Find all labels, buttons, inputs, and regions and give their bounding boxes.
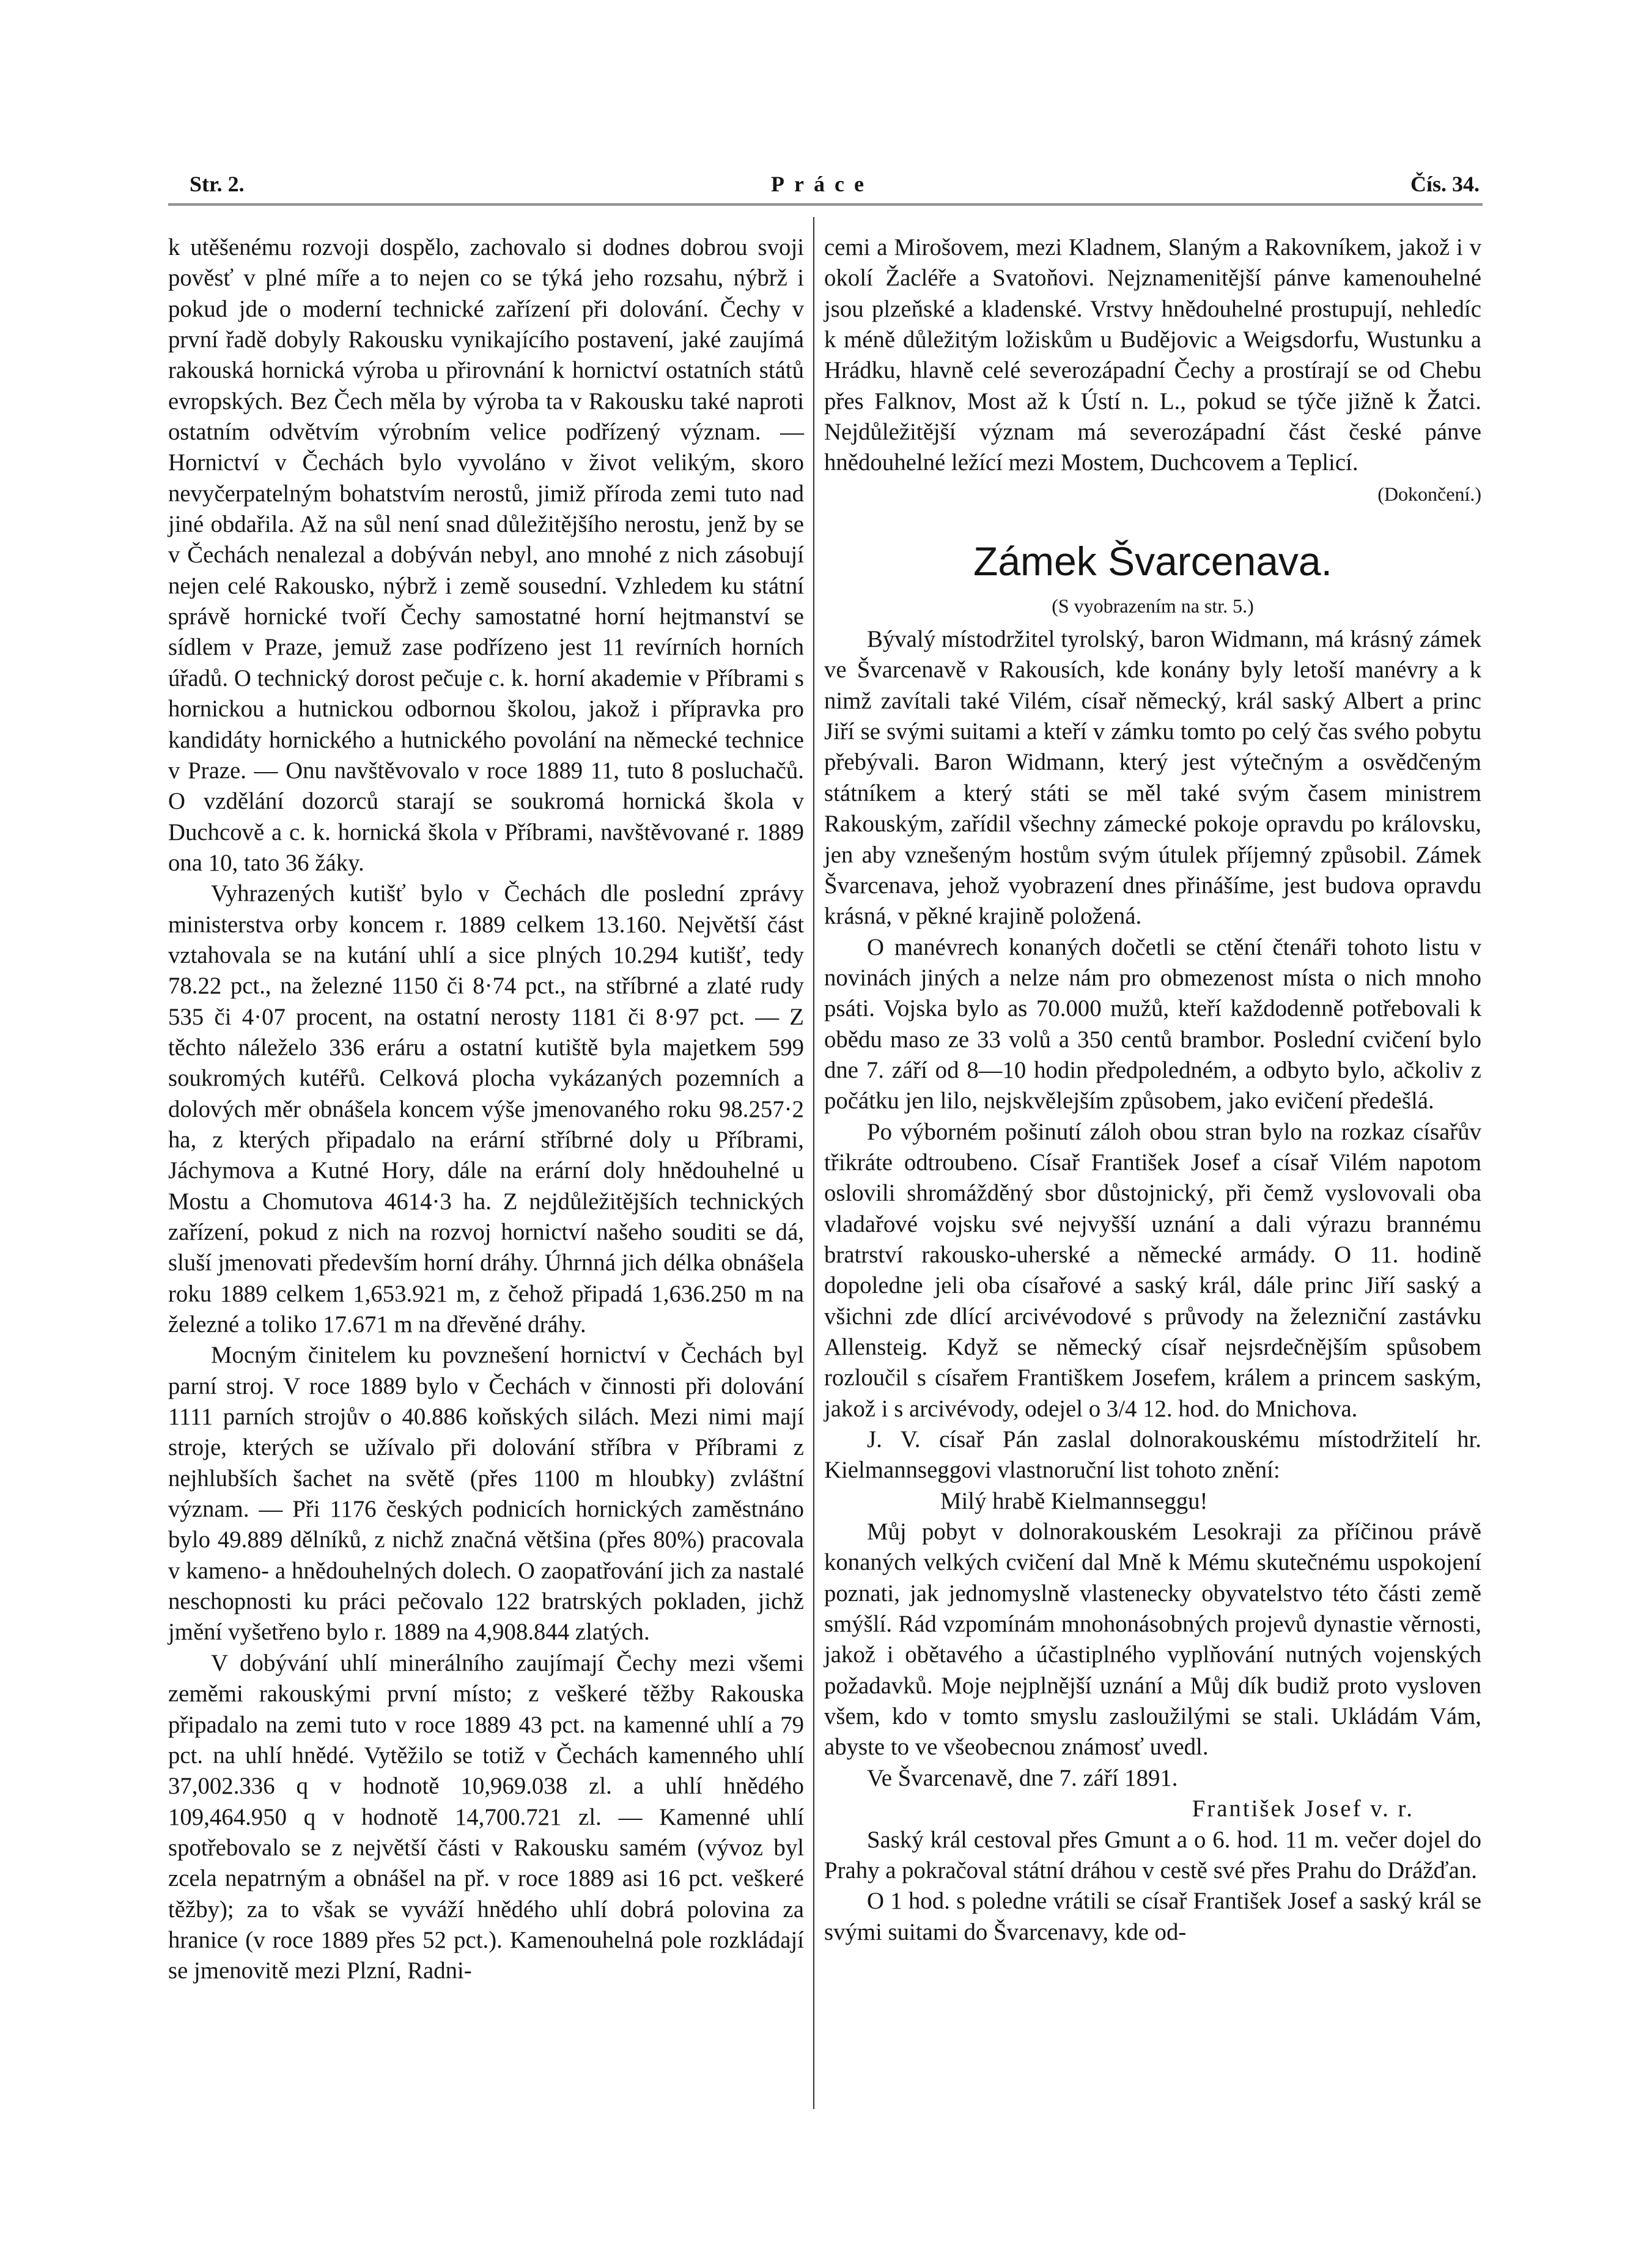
paragraph: Vyhrazených kutišť bylo v Čechách dle poslední zprávy ministerstva orby koncem r. 1889 celkem 13.160. Největší část vztahovala se na kutání uhlí a sice plných 10.294 kutišť, tedy 78.22 pct., na železné 1150 či 8·74 pct., na stříbrné a zlaté rudy 535 či 4·07 procent, na ostatní nerosty 1181 či 8·97 pct. — Z těchto náleželo 336 eráru a ostatní kutiště byla majetkem 599 soukromých kutéřů. Celková plocha vykázaných pozemních a dolových měr obnášela koncem výše jmenovaného roku 98.257·2 ha, z kterých připadalo na erární stříbrné doly u Příbrami, Jáchymova a Kutné Hory, dále na erární doly hnědouhelné u Mostu a Chomutova 4614·3 ha. Z nejdůležitějších technických zařízení, pokud z nich na rozvoj hornictví našeho souditi se dá, sluší jmenovati především horní dráhy. Úhrnná jich délka obnášela roku 1889 celkem 1,653.921 m, z čehož připadá 1,636.250 m na železné a toliko 17.671 m na dřevěné dráhy.	[168, 880, 804, 1338]
paragraph: Saský král cestoval přes Gmunt a o 6. hod. 11 m. večer dojel do Prahy a pokračoval státní dráhou v cestě své přes Prahu do Drážďan.	[824, 1826, 1481, 1883]
paragraph: k utěšenému rozvoji dospělo, zachovalo si dodnes dobrou svoji pověsť v plné míře a to nejen co se týká jeho rozsahu, nýbrž i pokud jde o moderní technické zařízení při dolování. Čechy v první řadě dobyly Rakousku vynikajícího postavení, jaké zaujímá rakouská hornická výroba u přirovnání k hornictví ostatních států evropských. Bez Čech měla by výroba ta v Rakousku také naproti ostatním odvětvím výrobním velice podřízený význam. — Hornictví v Čechách bylo vyvoláno v život velikým, skoro nevyčerpatelným bohatstvím nerostů, jimiž příroda zemi tuto nad jiné obdařila. Až na sůl není snad důležitějšího nerostu, jenž by se v Čechách nenalezal a dobýván nebyl, ano mnohé z nich zásobují nejen celé Rakousko, nýbrž i země sousední. Vzhledem ku státní správě hornické tvoří Čechy samostatné horní hejtmanství se sídlem v Praze, jemuž zase podřízeno jest 11 revírních horních úřadů. O technický dorost pečuje c. k. horní akademie v Příbrami s hornickou a hutnickou odbornou školou, jakož i přípravka pro kandidáty hornického a hutnického povolání na německé technice v Praze. — Onu navštěvovalo v roce 1889 11, tuto 8 posluchačů. O vzdělání dozorců starají se soukromá hornická škola v Duchcově a c. k. hornická škola v Příbrami, navštěvované r. 1889 ona 10, tato 36 žáky.	[168, 234, 804, 876]
paragraph: O 1 hod. s poledne vrátili se císař František Josef a saský král se svými suitami do Švarcenavy, kde od-	[824, 1888, 1481, 1945]
journal-title: Práce	[771, 172, 874, 196]
paragraph: V dobývání uhlí minerálního zaujímají Čechy mezi všemi zeměmi rakouskými první místo; z veškeré těžby Rakouska připadalo na zemi tuto v roce 1889 43 pct. na kamenné uhlí a 79 pct. na uhlí hnědé. Vytěžilo se totiž v Čechách kamenného uhlí 37,002.336 q v hodnotě 10,969.038 zl. a uhlí hnědého 109,464.950 q v hodnotě 14,700.721 zl. — Kamenné uhlí spotřebovalo se z největší části v Rakousku samém (vývoz byl zcela nepatrným a obnášel na př. v roce 1889 asi 16 pct. veškeré těžby); za to však se vyváží hnědého uhlí dobrá polovina za hranice (v roce 1889 přes 52 pct.). Kamenouhelná pole rozkládají se jmenovitě mezi Plzní, Radni-	[168, 1649, 804, 1984]
continuation-note: (Dokončení.)	[1377, 482, 1481, 505]
article-subtitle: (S vyobrazením na str. 5.)	[1052, 595, 1254, 617]
page-number: Str. 2.	[190, 172, 245, 196]
paragraph: Po výborném pošinutí záloh obou stran bylo na rozkaz císařův třikráte odtroubeno. Císař František Josef a císař Vilém napotom oslovili shromážděný sbor důstojnický, při čemž vyslovovali oba vladařové vojsku své nejvyšší uznání a dali výrazu brannému bratrství rakousko-uherské a německé armády. O 11. hodině dopoledne jeli oba císařové a saský král, dále princ Jiří saský a všichni zde dlící arcivévodové s průvody na železniční zastávku Allensteig. Když se německý císař nejsrdečnějším spůsobem rozloučil s císařem Františkem Josefem, králem a princem saským, jakož i s arcivévody, odejel o 3/4 12. hod. do Mnichova.	[824, 1118, 1481, 1422]
signature: František Josef v. r.	[1192, 1795, 1414, 1822]
letter-greeting: Milý hrabě Kielmannseggu!	[940, 1487, 1208, 1514]
paragraph: O manévrech konaných dočetli se ctění čtenáři tohoto listu v novinách jiných a nelze nám pro obmezenost místa o nich mnoho psáti. Vojska bylo as 70.000 mužů, kteří každodenně potřebovali k obědu maso ze 33 volů a 350 centů brambor. Poslední cvičení bylo dne 7. září od 8—10 hodin předpoledném, a odbyto bylo, ačkoliv z počátku jen lilo, nejskvělejším způsobem, jako evičení předešlá.	[824, 933, 1481, 1114]
dateline: Ve Švarcenavě, dne 7. září 1891.	[867, 1764, 1178, 1791]
column-divider	[813, 217, 814, 2109]
paragraph: cemi a Mirošovem, mezi Kladnem, Slaným a Rakovníkem, jakož i v okolí Žacléře a Svatoňovi. Nejznamenitější pánve kamenouhelné jsou plzeňské a kladenské. Vrstvy hnědouhelné prostupují, nehledíc k méně důležitým ložiskům u Budějovic a Weigsdorfu, Wustunku a Hrádku, hlavně celé severozápadní Čechy a prostírají se od Chebu přes Falknov, Most až k Ústí n. L., pokud se týče jižně k Žatci. Nejdůležitější význam má severozápadní část české pánve hnědouhelné ležící mezi Mostem, Duchcovem a Teplicí.	[824, 234, 1481, 476]
paragraph: Mocným činitelem ku povznešení hornictví v Čechách byl parní stroj. V roce 1889 bylo v Čechách v činnosti při dolování 1111 parních strojův o 40.886 koňských silách. Mezi nimi mají stroje, kterých se užívalo při dolování stříbra v Příbrami z nejhlubších šachet na světě (přes 1100 m hloubky) zvláštní význam. — Při 1176 českých podnicích hornických zaměstnáno bylo 49.889 dělníků, z nichž značná většina (přes 80%) pracovala v kameno- a hnědouhelných dolech. O zaopatřování jich za nastalé neschopnosti ku práci pečovalo 122 bratrských pokladen, jichž jmění vyšetřeno bylo r. 1889 na 4,908.844 zlatých.	[168, 1342, 804, 1646]
paragraph: J. V. císař Pán zaslal dolnorakouskému místodržitelí hr. Kielmannseggovi vlastnoruční list tohoto znění:	[824, 1426, 1481, 1484]
page-header	[165, 168, 1480, 204]
left-column	[168, 232, 804, 1987]
article-title: Zámek Švarcenava.	[973, 539, 1332, 584]
issue-number: Čís. 34.	[1410, 172, 1480, 196]
header-rule	[168, 204, 1483, 205]
paragraph: Bývalý místodržitel tyrolský, baron Widmann, má krásný zámek ve Švarcenavě v Rakousích, kde konány byly letoší manévry a k nimž zavítali také Vilém, císař německý, král saský Albert a princ Jiří se svými suitami a kteří v zámku tomto po celý čas svého pobytu přebývali. Baron Widmann, který jest výtečným a osvědčeným státníkem a který státi se měl také svým časem ministrem Rakouským, zařídil všechny zámecké pokoje opravdu po královsku, jen aby vznešeným hostům svým útulek příjemný způsobil. Zámek Švarcenava, jehož vyobrazení dnes přinášíme, jest budova opravdu krásná, v pěkné krajině položená.	[824, 626, 1481, 930]
right-column	[824, 232, 1481, 1948]
paragraph: Můj pobyt v dolnorakouském Lesokraji za příčinou právě konaných velkých cvičení dal Mně k Mému skutečnému uspokojení poznati, jak jednomyslně vlastenecky obyvatelstvo této části země smýšlí. Rád vzpomínám mnohonásobných projevů dynastie věrnosti, jakož i obětavého a účastiplného vyplňování nutných vojenských požadavků. Moje nejplnější uznání a Můj dík budiž proto vysloven všem, kdo v tomto smyslu zasloužilými se stali. Ukládám Vám, abyste to ve všeobecnou známosť uvedl.	[824, 1519, 1481, 1761]
